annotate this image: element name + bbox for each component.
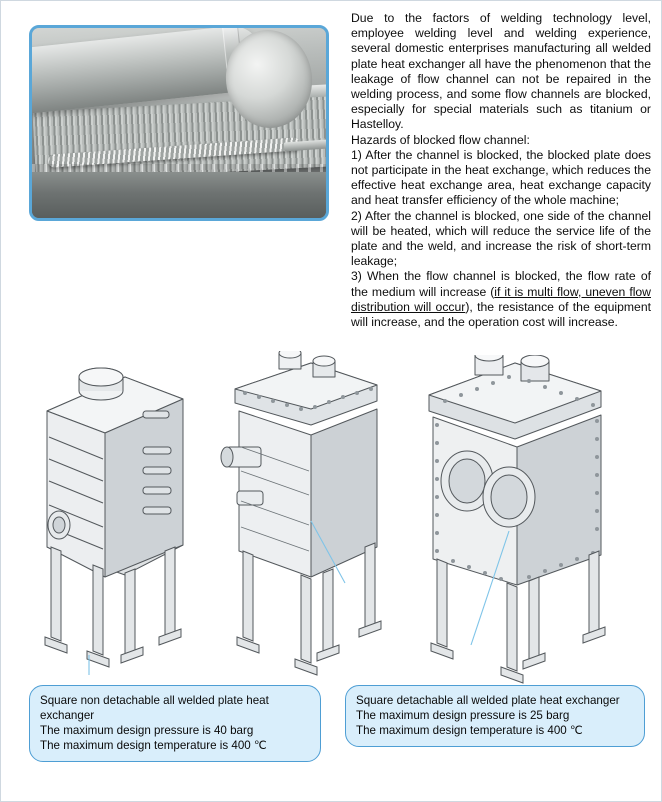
- heat-exchanger-photo: [29, 25, 329, 221]
- hazard-3-before: 3) When the flow channel is blocked, the flow rate of the medium will increase (: [351, 269, 651, 299]
- photo-foreground-base: [32, 172, 326, 218]
- figure-square-detachable-right: [405, 355, 645, 685]
- callout-right-line-3: The maximum design temperature is 400 ℃: [356, 724, 583, 737]
- paragraph-hazards-heading: Hazards of blocked flow channel:: [351, 132, 530, 147]
- paragraph-hazard-1: 1) After the channel is blocked, the blocked plate does not participate in the heat exchange, which reduces the effective heat exchange area, heat exchange capacity and heat transfer efficiency of the whole machine;: [351, 147, 651, 208]
- paragraph-hazard-2: 2) After the channel is blocked, one side of the channel will be heated, which will reduce the service life of the plate and the weld, and increase the risk of short-term leakage;: [351, 208, 651, 269]
- callout-right-line-1: Square detachable all welded plate heat exchanger: [356, 694, 620, 707]
- paragraph-hazard-3: [351, 269, 651, 330]
- hazard-3-underlined: if it is multi flow, uneven flow distribution will occur: [351, 284, 651, 314]
- photo-image: [32, 28, 326, 218]
- callout-right-line-2: The maximum design pressure is 25 barg: [356, 709, 570, 722]
- figure-square-detachable-mid: [215, 351, 405, 681]
- callout-left: [29, 685, 321, 762]
- body-text: [351, 11, 651, 330]
- callout-left-line-2: The maximum design pressure is 40 barg: [40, 724, 254, 737]
- paragraph-intro: Due to the factors of welding technology level, employee welding level and welding experience, several domestic enterprises manufacturing all welded plate heat exchanger all have the phenomenon that the leakage of flow channel can not be repaired in the welding process, and some flow channels are blocked, especially for special materials such as titanium or Hastelloy.: [351, 11, 651, 132]
- hazard-3-after: ), the resistance of the equipment will increase, and the operation cost will increase.: [351, 299, 651, 330]
- callout-right: [345, 685, 645, 747]
- drawings-row: [1, 351, 662, 681]
- figure-square-non-detachable: [25, 355, 215, 675]
- callout-left-line-3: The maximum design temperature is 400 ℃: [40, 739, 267, 752]
- callout-left-line-1: Square non detachable all welded plate heat exchanger: [40, 694, 273, 722]
